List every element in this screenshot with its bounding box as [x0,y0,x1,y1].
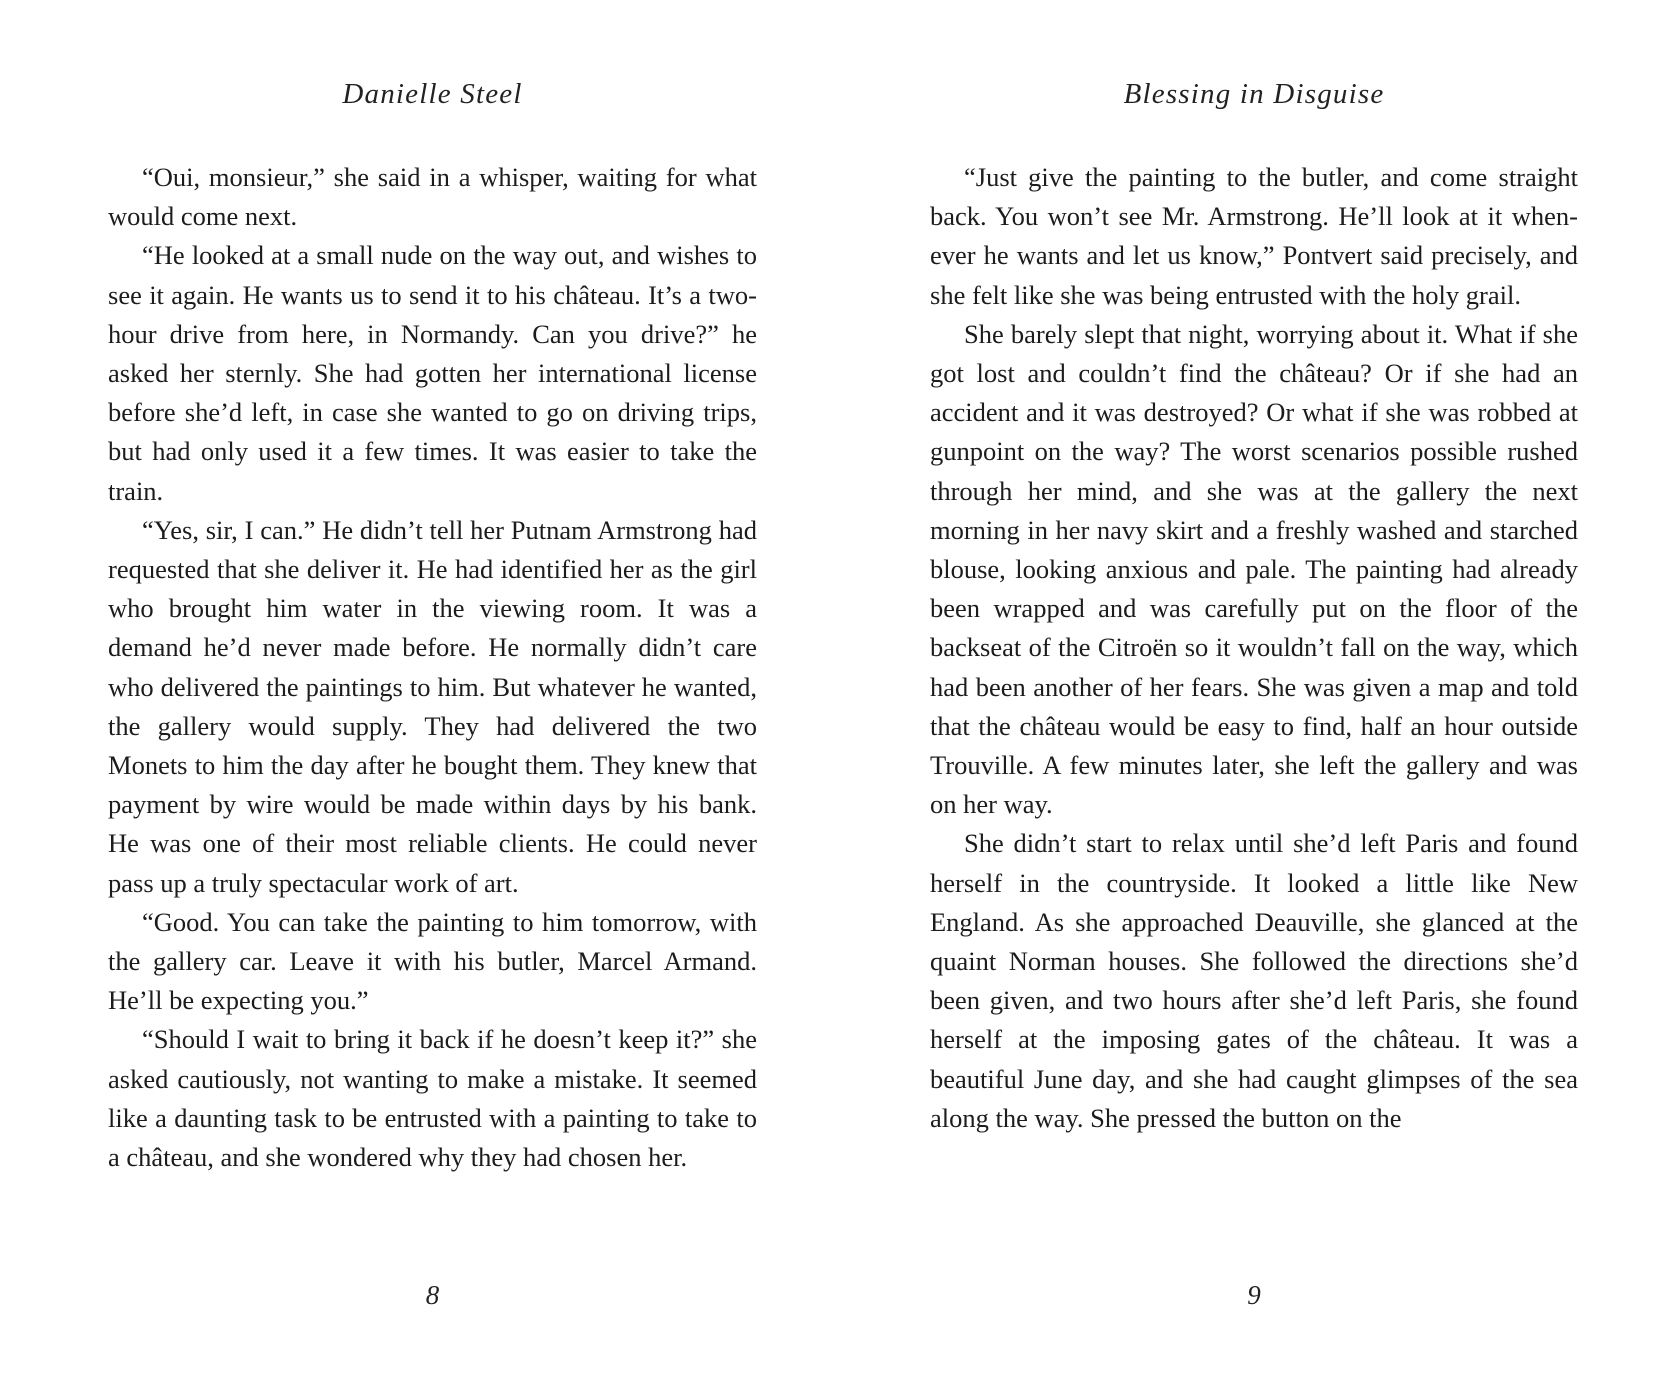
paragraph: “He looked at a small nude on the way out, and wishes to see it again. He wants us to send it to his château. It’s a two-hour drive from here, in Normandy. Can you drive?” he asked her sternly. She had gotten her international license before she’d left, in case she wanted to go on driving trips, but had only used it a few times. It was easier to take the train. [108,240,757,506]
paragraph: “Should I wait to bring it back if he doesn’t keep it?” she asked cautiously, not wanting to make a mistake. It seemed like a daunting task to be entrusted with a painting to take to a château, and she wondered why they had chosen her. [108,1024,757,1173]
paragraph: She barely slept that night, worrying about it. What if she got lost and couldn’t find the château? Or if she had an accident and it was destroyed? Or what if she was robbed at gunpoint on the way? The worst scenarios possible rushed through her mind, and she was at the gallery the next morning in her navy skirt and a freshly washed and starched blouse, looking anxious and pale. The painting had already been wrapped and was carefully put on the floor of the backseat of the Citroën so it wouldn’t fall on the way, which had been another of her fears. She was given a map and told that the château would be easy to find, half an hour outside Trouville. A few minutes later, she left the gallery and was on her way. [930,318,1578,820]
right-body-text [930,158,1578,1138]
left-body-text [108,158,757,1177]
paragraph: “Yes, sir, I can.” He didn’t tell her Putnam Armstrong had requested that she deliver it. He had identified her as the girl who brought him water in the viewing room. It was a demand he’d never made before. He normally didn’t care who delivered the paintings to him. But whatever he wanted, the gallery would supply. They had delivered the two Monets to him the day after he bought them. They knew that payment by wire would be made within days by his bank. He was one of their most reliable clients. He could never pass up a truly spectacular work of art. [108,514,757,898]
paragraph: “Good. You can take the painting to him tomorrow, with the gallery car. Leave it with his butler, Marcel Armand. He’ll be expecting you.” [108,906,757,1016]
paragraph: “Just give the painting to the butler, and come straight back. You won’t see Mr. Armstrong. He’ll look at it whenever he wants and let us know,” Pontvert said precisely, and she felt like she was being entrusted with the holy grail. [930,162,1578,310]
page-number-left: 8 [425,1280,440,1310]
left-page [108,0,757,1389]
right-page [930,0,1578,1389]
paragraph: “Oui, monsieur,” she said in a whisper, waiting for what would come next. [108,162,757,232]
running-head-author: Danielle Steel [342,78,523,110]
paragraph: She didn’t start to relax until she’d left Paris and found herself in the countryside. It looked a little like New England. As she approached Deauville, she glanced at the quaint Norman houses. She followed the directions she’d been given, and two hours after she’d left Paris, she found herself at the imposing gates of the château. It was a beautiful June day, and she had caught glimpses of the sea along the way. She pressed the button on the [930,828,1578,1133]
running-head-title: Blessing in Disguise [1123,78,1385,110]
page-number-right: 9 [1247,1280,1261,1310]
